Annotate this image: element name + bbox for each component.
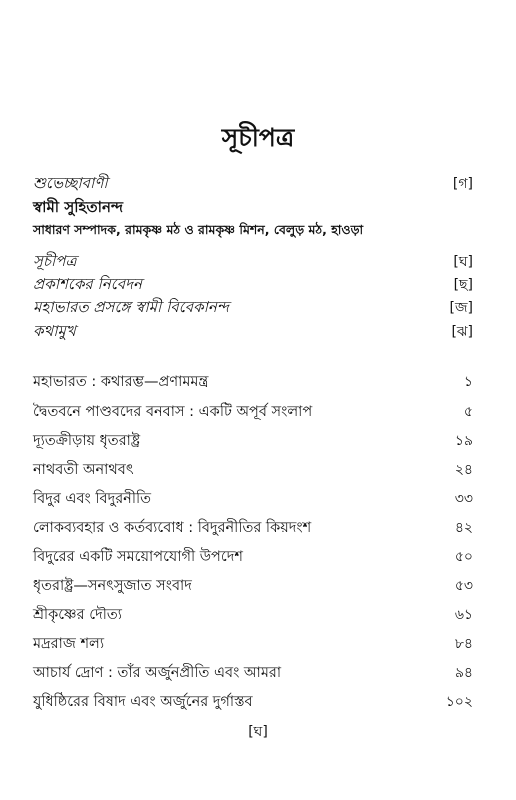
toc-entry-title: মদ্ররাজ শল্য [33, 636, 105, 652]
toc-entry-page: ৪২ [454, 520, 473, 536]
toc-entry-title: দ্যূতক্রীড়ায় ধৃতরাষ্ট্র [33, 433, 141, 449]
toc-entry-title: নাথবতী অনাথবৎ [33, 462, 134, 478]
toc-entry-title: মহাভারত : কথারম্ভ—প্রণামমন্ত্র [33, 374, 209, 390]
toc-entry-title: আচার্য দ্রোণ : তাঁর অর্জুনপ্রীতি এবং আমরা [33, 665, 282, 681]
toc-entry-title: ধৃতরাষ্ট্র—সনৎসুজাত সংবাদ [33, 578, 192, 594]
toc-entry-title: বিদুরের একটি সময়োপযোগী উপদেশ [33, 549, 243, 565]
toc-entry-page: ১০২ [445, 694, 473, 710]
front-matter-label: সূচীপত্র [33, 252, 77, 270]
toc-entry [33, 370, 473, 395]
front-matter-label: কথামুখ [33, 322, 76, 340]
toc-entry-title: শ্রীকৃষ্ণের দৌত্য [33, 607, 122, 623]
toc-entry-title: যুধিষ্ঠিরের বিষাদ এবং অর্জুনের দুর্গাস্তব [33, 694, 253, 710]
front-matter-mark: [ঝ] [451, 324, 473, 340]
toc-entry-page: ৫ [463, 404, 473, 420]
toc-entry-title: লোকব্যবহার ও কর্তব্যবোধ : বিদুরনীতির কিয়দংশ [33, 520, 312, 536]
front-matter-item [33, 320, 473, 345]
front-matter-mark: [জ] [449, 300, 473, 316]
front-matter-item [33, 172, 473, 197]
front-matter-mark: [ঘ] [453, 254, 473, 270]
toc-entry [33, 632, 473, 657]
front-matter-item [33, 250, 473, 275]
toc-entry [33, 545, 473, 570]
editor-description: সাধারণ সম্পাদক, রামকৃষ্ণ মঠ ও রামকৃষ্ণ মিশন, বেলুড় মঠ, হাওড়া [33, 222, 364, 237]
front-matter-mark: [ছ] [453, 277, 473, 293]
toc-entry-page: ৩৩ [454, 491, 473, 507]
toc-entry-page: ৯৪ [454, 665, 473, 681]
toc-entry-page: ৬১ [454, 607, 473, 623]
front-matter-item [33, 296, 473, 321]
front-matter-label: প্রকাশকের নিবেদন [33, 275, 142, 293]
toc-entry-title: বিদুর এবং বিদুরনীতি [33, 491, 152, 507]
front-matter-label: শুভেচ্ছাবাণী [33, 174, 108, 192]
toc-entry [33, 690, 473, 715]
toc-entry-page: ১ [463, 374, 473, 390]
toc-entry-page: ২৪ [454, 462, 473, 478]
toc-entry [33, 487, 473, 512]
toc-entry [33, 661, 473, 686]
front-matter-mark: [গ] [452, 176, 473, 192]
toc-entry-page: ৫০ [454, 549, 473, 565]
toc-entry-page: ১৯ [454, 433, 473, 449]
front-matter-label: মহাভারত প্রসঙ্গে স্বামী বিবেকানন্দ [33, 298, 229, 316]
toc-entry-page: ৮৪ [454, 636, 473, 652]
toc-entry [33, 516, 473, 541]
toc-entry [33, 603, 473, 628]
toc-entry [33, 574, 473, 599]
toc-entry [33, 429, 473, 454]
front-matter-item [33, 273, 473, 298]
toc-entry [33, 458, 473, 483]
page-footer-number: [ঘ] [248, 724, 268, 740]
editor-name: স্বামী সুহিতানন্দ [33, 198, 123, 216]
toc-entry-page: ৫৩ [454, 578, 473, 594]
page-title: সূচীপত্র [221, 123, 295, 152]
toc-entry-title: দ্বৈতবনে পাণ্ডবদের বনবাস : একটি অপূর্ব সংলাপ [33, 404, 313, 420]
toc-entry [33, 400, 473, 425]
